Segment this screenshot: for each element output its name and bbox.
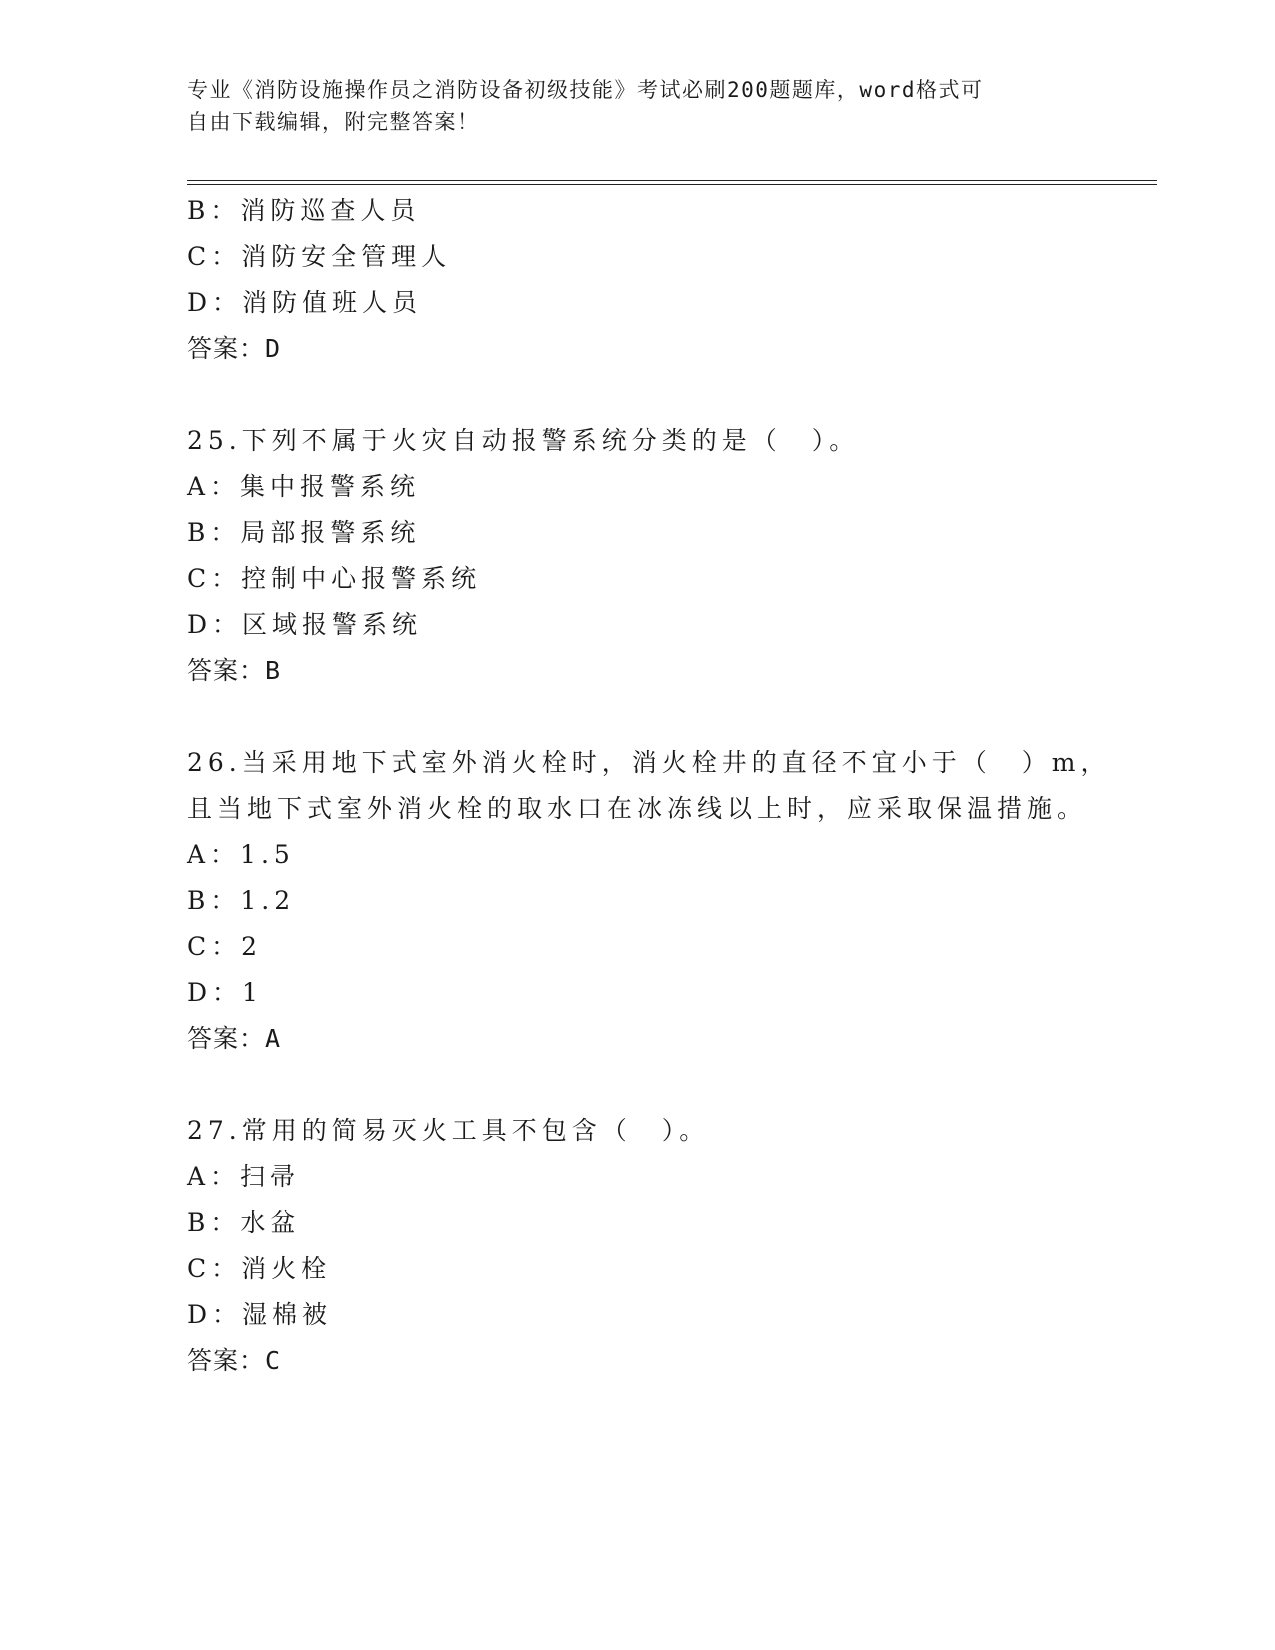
question-stem-line-1: 26.当采用地下式室外消火栓时，消火栓井的直径不宜小于（ ）m， bbox=[187, 748, 1111, 777]
answer-line: 答案：C bbox=[187, 1346, 282, 1375]
option-a: A：集中报警系统 bbox=[187, 472, 421, 501]
spacer bbox=[187, 372, 1087, 418]
question-stem-line-2: 且当地下式室外消火栓的取水口在冰冻线以上时，应采取保温措施。 bbox=[187, 794, 1088, 823]
option-d: D：消防值班人员 bbox=[187, 288, 423, 317]
option-c: C：控制中心报警系统 bbox=[187, 564, 482, 593]
option-a: A：扫帚 bbox=[187, 1162, 301, 1191]
option-a: A：1.5 bbox=[187, 840, 295, 869]
option-c: C：消防安全管理人 bbox=[187, 242, 452, 271]
header-line-1: 专业《消防设施操作员之消防设备初级技能》考试必刷200题题库，word格式可 bbox=[187, 78, 984, 102]
question-stem: 27.常用的简易灭火工具不包含（ ）。 bbox=[187, 1116, 710, 1145]
question-block-25 bbox=[187, 418, 1087, 694]
question-block-24-continued bbox=[187, 188, 1087, 372]
spacer bbox=[187, 694, 1087, 740]
option-b: B：水盆 bbox=[187, 1208, 301, 1237]
option-c: C：2 bbox=[187, 932, 263, 961]
document-header bbox=[187, 74, 1067, 138]
option-d: D：湿棉被 bbox=[187, 1300, 333, 1329]
question-block-26 bbox=[187, 740, 1111, 1062]
question-stem: 25.下列不属于火灾自动报警系统分类的是（ ）。 bbox=[187, 426, 860, 455]
option-b: B：局部报警系统 bbox=[187, 518, 421, 547]
option-c: C：消火栓 bbox=[187, 1254, 332, 1283]
document-body bbox=[187, 188, 1111, 1384]
answer-line: 答案：B bbox=[187, 656, 282, 685]
option-b: B：消防巡查人员 bbox=[187, 196, 421, 225]
header-rule-bottom bbox=[187, 184, 1157, 185]
answer-line: 答案：D bbox=[187, 334, 282, 363]
option-d: D：1 bbox=[187, 978, 263, 1007]
question-block-27 bbox=[187, 1108, 1087, 1384]
option-b: B：1.2 bbox=[187, 886, 296, 915]
option-d: D：区域报警系统 bbox=[187, 610, 423, 639]
header-rule-top bbox=[187, 180, 1157, 181]
spacer bbox=[187, 1062, 1087, 1108]
header-line-2: 自由下载编辑，附完整答案！ bbox=[187, 110, 480, 134]
answer-line: 答案：A bbox=[187, 1024, 282, 1053]
